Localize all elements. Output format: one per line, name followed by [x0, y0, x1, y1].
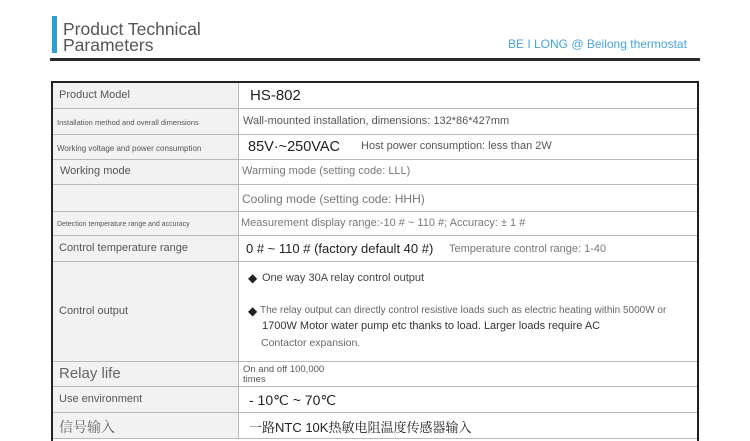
- spec-value-cell: [239, 212, 697, 236]
- spec-value-cell: [239, 160, 697, 185]
- signal-input-value: 一路NTC 10K热敏电阻温度传感器输入: [249, 420, 472, 435]
- spec-value-cell: [239, 387, 697, 413]
- spec-label-cell: [53, 362, 239, 387]
- spec-label-cell: [53, 413, 239, 439]
- control-output-line-2: The relay output can directly control resistive loads such as electric heating within 5000W or: [260, 305, 667, 316]
- spec-row-control-range: [53, 236, 697, 262]
- warming-mode-value: Warming mode (setting code: LLL): [242, 165, 411, 177]
- spec-row-detection: [53, 212, 697, 236]
- model-label: Product Model: [59, 89, 130, 101]
- spec-value-cell: [239, 362, 697, 387]
- spec-row-environment: [53, 387, 697, 413]
- spec-label-cell: [53, 83, 239, 109]
- relay-life-label: Relay life: [59, 365, 121, 382]
- spec-row-control-output: [53, 262, 697, 362]
- install-value: Wall-mounted installation, dimensions: 132*86*427mm: [243, 115, 510, 127]
- power-label: Working voltage and power consumption: [57, 144, 202, 153]
- spec-table: [51, 81, 699, 441]
- detection-value: Measurement display range:-10 # ~ 110 #; Accuracy: ± 1 #: [241, 217, 526, 229]
- spec-value-cell: [239, 109, 697, 135]
- spec-label-cell: [53, 160, 239, 185]
- detection-label: Detection temperature range and accuracy: [57, 221, 190, 228]
- header-divider: [50, 58, 700, 61]
- signal-input-label: 信号输入: [59, 419, 115, 435]
- mode-label: Working mode: [60, 165, 131, 177]
- spec-label-cell: [53, 185, 239, 212]
- spec-value-cell: [239, 83, 697, 109]
- spec-label-cell: [53, 212, 239, 236]
- spec-value-cell: [239, 236, 697, 262]
- control-output-label: Control output: [59, 305, 129, 317]
- spec-label-cell: [53, 135, 239, 160]
- bullet-icon: ◆: [248, 271, 258, 285]
- relay-life-value-line-1: On and off 100,000: [243, 364, 325, 375]
- install-label: Installation method and overall dimensions: [57, 118, 199, 127]
- control-output-line-4: Contactor expansion.: [261, 337, 361, 349]
- spec-row-install: [53, 109, 697, 135]
- page-title-line-1: Product Technical: [63, 19, 201, 39]
- spec-label-cell: [53, 387, 239, 413]
- spec-value-cell: [239, 262, 697, 362]
- consumption-value: Host power consumption: less than 2W: [361, 140, 552, 152]
- spec-row-model: [53, 83, 697, 109]
- spec-row-relay-life: [53, 362, 697, 387]
- control-output-line-3: 1700W Motor water pump etc thanks to load. Larger loads require AC: [262, 320, 601, 332]
- spec-row-power: [53, 135, 697, 160]
- title-accent-bar: [52, 16, 57, 53]
- relay-life-value-line-2: times: [243, 374, 266, 385]
- spec-label-cell: [53, 236, 239, 262]
- page-title-line-2: Parameters: [63, 35, 154, 55]
- spec-label-cell: [53, 262, 239, 362]
- environment-label: Use environment: [59, 393, 143, 405]
- voltage-value: 85V·~250VAC: [248, 139, 341, 155]
- control-output-line-1: One way 30A relay control output: [262, 272, 425, 284]
- spec-row-mode-warming: [53, 160, 697, 185]
- model-value: HS-802: [250, 87, 301, 104]
- spec-value-cell: [239, 413, 697, 439]
- spec-row-mode-cooling: [53, 185, 697, 212]
- spec-value-cell: [239, 135, 697, 160]
- control-range-label: Control temperature range: [59, 242, 189, 254]
- control-range-value: 0 # ~ 110 # (factory default 40 #): [246, 241, 434, 256]
- control-range-note: Temperature control range: 1-40: [449, 243, 607, 255]
- brand-tagline: BE I LONG @ Beilong thermostat: [508, 37, 687, 51]
- environment-value: - 10℃ ~ 70℃: [249, 392, 337, 408]
- spec-row-signal-input: [53, 413, 697, 439]
- bullet-icon: ◆: [248, 304, 258, 318]
- spec-value-cell: [239, 185, 697, 212]
- cooling-mode-value: Cooling mode (setting code: HHH): [242, 192, 425, 206]
- spec-label-cell: [53, 109, 239, 135]
